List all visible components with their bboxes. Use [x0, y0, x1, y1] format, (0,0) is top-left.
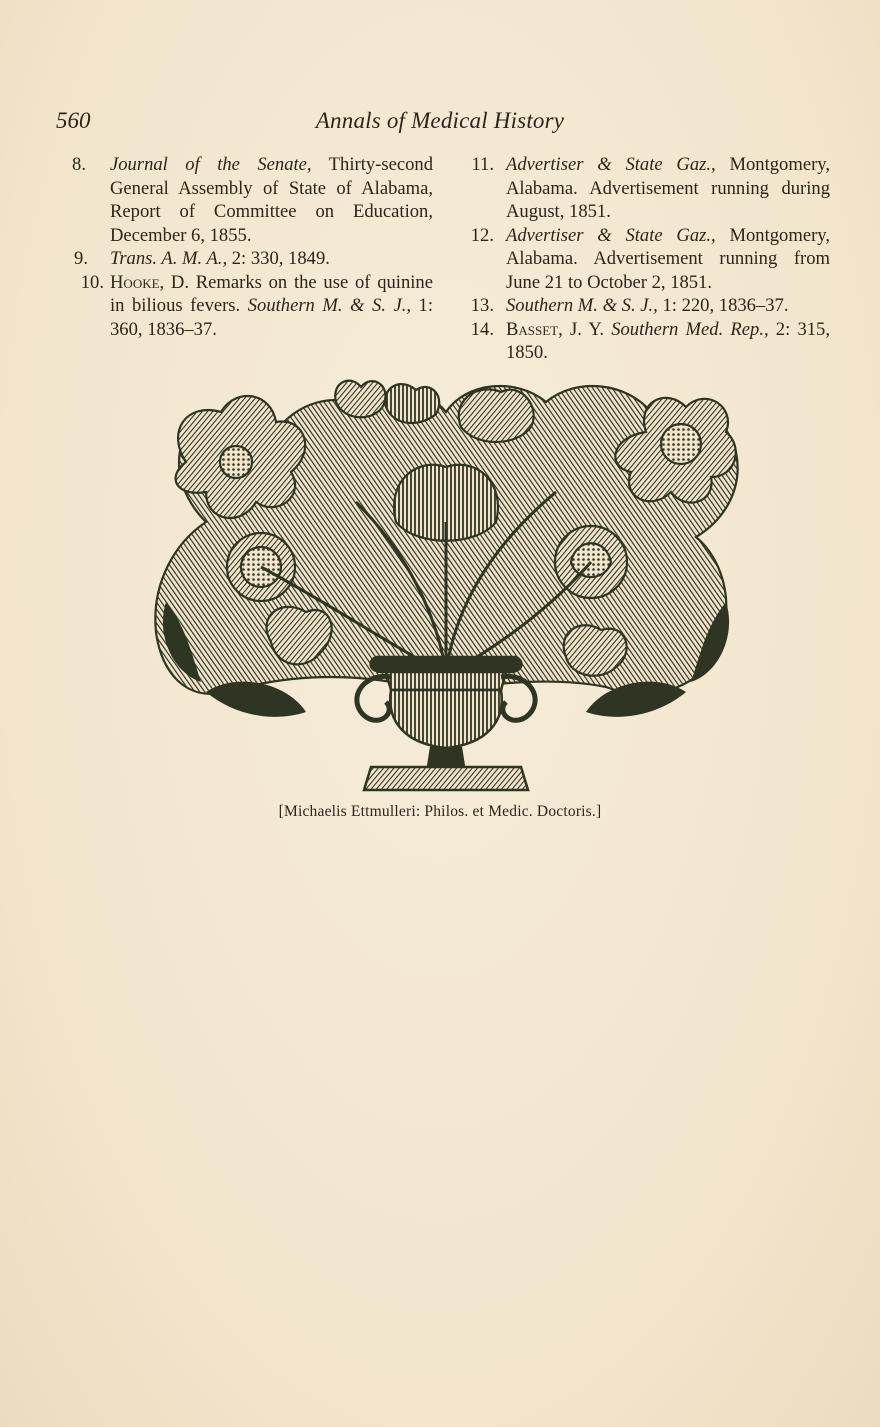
- reference-number: 9.: [74, 248, 88, 269]
- reference-detail: Thirty-second General Assembly of State of Alabama, Report of Committee on Education, December 6, 1855.: [110, 154, 433, 246]
- reference-text: Remarks on the use of quinine in bilious fevers.: [110, 271, 433, 316]
- reference-detail: 1: 220, 1836–37.: [657, 295, 789, 316]
- reference-number: 12.: [470, 224, 494, 246]
- reference-item: [446, 153, 830, 224]
- reference-title: Trans. A. M. A.,: [110, 248, 228, 269]
- reference-author: Basset, J. Y.: [506, 318, 605, 340]
- reference-number: 13.: [470, 295, 494, 316]
- reference-item: [446, 294, 830, 318]
- reference-item: [446, 224, 830, 295]
- reference-item: [56, 153, 433, 247]
- page-number: 560: [56, 108, 91, 133]
- reference-detail: Montgomery, Alabama. Advertisement running from June 21 to October 2, 1851.: [506, 224, 830, 293]
- reference-item: [446, 318, 830, 365]
- reference-number: 10.: [80, 271, 104, 293]
- references-left-column: [56, 153, 433, 341]
- reference-title: Advertiser & State Gaz.,: [506, 154, 716, 175]
- reference-number: 14.: [470, 318, 494, 340]
- woodcut-flower-vase-icon: [146, 372, 744, 796]
- reference-number: 8.: [72, 154, 86, 175]
- reference-title: Journal of the Senate,: [110, 154, 312, 175]
- reference-detail: 2: 315, 1850.: [506, 318, 830, 363]
- reference-author: Hooke, D.: [110, 271, 190, 293]
- figure-caption: [Michaelis Ettmulleri: Philos. et Medic. Doctoris.]: [278, 803, 602, 820]
- reference-detail: 1: 360, 1836–37.: [110, 295, 433, 340]
- reference-item: [56, 271, 433, 342]
- reference-title: Southern M. & S. J.,: [247, 295, 412, 316]
- reference-detail: 2: 330, 1849.: [227, 248, 330, 269]
- running-header: [0, 108, 880, 138]
- reference-title: Southern Med. Rep.,: [604, 318, 769, 340]
- reference-title: Advertiser & State Gaz.,: [506, 224, 716, 246]
- journal-title: Annals of Medical History: [315, 108, 565, 133]
- reference-detail: Montgomery, Alabama. Advertisement running during August, 1851.: [506, 154, 830, 222]
- reference-number: 11.: [471, 154, 494, 175]
- reference-item: [56, 247, 433, 271]
- reference-title: Southern M. & S. J.,: [506, 295, 658, 316]
- references-right-column: [446, 153, 830, 365]
